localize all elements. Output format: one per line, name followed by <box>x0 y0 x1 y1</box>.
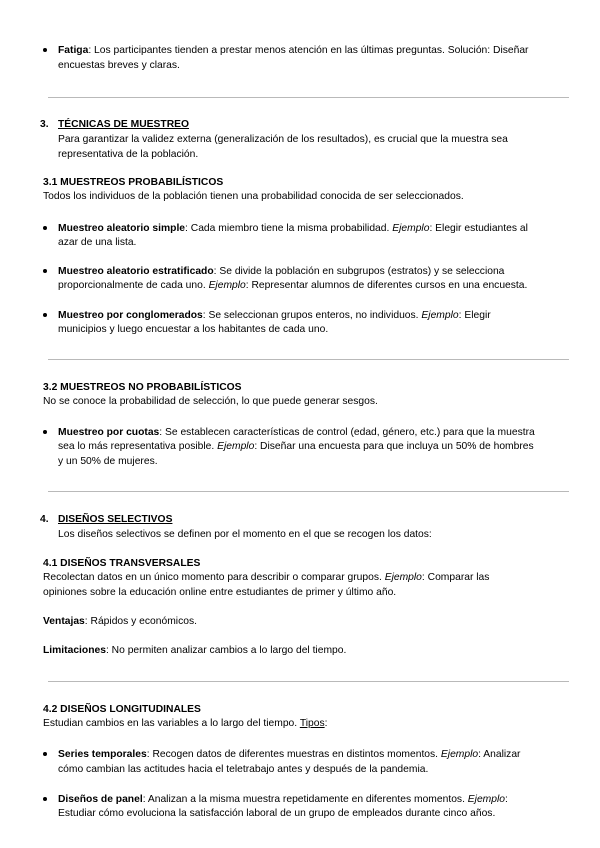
example-label: Ejemplo <box>440 749 479 760</box>
section-3-1-intro: Todos los individuos de la población tienen una probabilidad conocida de ser seleccionados. <box>43 191 464 202</box>
section-3-intro-2: representativa de la población. <box>58 149 199 160</box>
item-panel-line-1 <box>58 792 508 807</box>
section-3-title: TÉCNICAS DE MUESTREO <box>58 119 190 130</box>
section-4-2-text: Estudian cambios en las variables a lo largo del tiempo. <box>43 718 300 729</box>
section-4-intro: Los diseños selectivos se definen por el momento en el que se recogen los datos: <box>58 529 432 540</box>
item-estratificado-line-2 <box>58 278 527 293</box>
ventajas-text: : Rápidos y económicos. <box>84 616 197 627</box>
item-conglomerados-line-2: municipios y luego encuestar a los habitantes de cada uno. <box>58 324 329 335</box>
bullet-dot <box>43 797 47 801</box>
item-cuotas-term: Muestreo por cuotas <box>58 427 160 438</box>
item-conglomerados-line-1 <box>58 308 491 323</box>
section-3-intro-1: Para garantizar la validez externa (generalización de los resultados), es crucial que la muestra sea <box>58 134 508 145</box>
example-label: Ejemplo <box>467 794 505 805</box>
item-simple-line-1 <box>58 221 528 236</box>
item-estratificado-line-1 <box>58 264 504 279</box>
item-cuotas-line-1 <box>58 425 535 440</box>
bullet-dot <box>43 48 47 52</box>
item-series-text: : Recogen datos de diferentes muestras en distintos momentos. <box>146 749 441 760</box>
fatiga-line-1 <box>58 43 529 58</box>
example-label: Ejemplo <box>392 223 430 234</box>
item-conglomerados-text: : Se seleccionan grupos enteros, no individuos. <box>202 310 422 321</box>
item-series-term: Series temporales <box>58 749 147 760</box>
item-estratificado-example: : Representar alumnos de diferentes cursos en una encuesta. <box>245 280 528 291</box>
item-series-line-2: cómo cambian las actitudes hacia el teletrabajo antes y después de la pandemia. <box>58 764 429 775</box>
bullet-dot <box>43 430 47 434</box>
divider <box>48 359 569 360</box>
item-cuotas-line-3: y un 50% de mujeres. <box>58 456 158 467</box>
item-conglomerados-term: Muestreo por conglomerados <box>58 310 203 321</box>
example-label: Ejemplo <box>217 441 255 452</box>
limitaciones-term: Limitaciones <box>43 645 106 656</box>
section-4-1-text: Recolectan datos en un único momento para describir o comparar grupos. <box>43 572 385 583</box>
item-estratificado-text: : Se divide la población en subgrupos (estratos) y se selecciona <box>213 266 505 277</box>
tipos-label: Tipos <box>299 718 325 729</box>
item-series-example: : Analizar <box>478 749 521 760</box>
section-4-number: 4. <box>40 514 49 525</box>
item-simple-example: : Elegir estudiantes al <box>429 223 528 234</box>
section-4-1-title: 4.1 DISEÑOS TRANSVERSALES <box>43 558 201 569</box>
example-label: Ejemplo <box>384 572 422 583</box>
section-4-1-line-2: opiniones sobre la educación online entre estudiantes de primer y último año. <box>43 587 397 598</box>
item-simple-term: Muestreo aleatorio simple <box>58 223 186 234</box>
section-4-2-title: 4.2 DISEÑOS LONGITUDINALES <box>43 704 201 715</box>
divider <box>48 681 569 682</box>
section-3-2-intro: No se conoce la probabilidad de selección, lo que puede generar sesgos. <box>43 396 378 407</box>
section-3-2-title: 3.2 MUESTREOS NO PROBABILÍSTICOS <box>43 382 242 393</box>
bullet-dot <box>43 313 47 317</box>
item-simple-text: : Cada miembro tiene la misma probabilidad. <box>185 223 393 234</box>
item-conglomerados-example: : Elegir <box>458 310 491 321</box>
section-3-1-title: 3.1 MUESTREOS PROBABILÍSTICOS <box>43 177 224 188</box>
item-panel-term: Diseños de panel <box>58 794 143 805</box>
item-panel-colon: : <box>505 794 508 805</box>
item-estratificado-term: Muestreo aleatorio estratificado <box>58 266 214 277</box>
section-4-title: DISEÑOS SELECTIVOS <box>58 514 173 525</box>
divider <box>48 97 569 98</box>
example-label: Ejemplo <box>421 310 459 321</box>
bullet-dot <box>43 226 47 230</box>
item-panel-line-2: Estudiar cómo evoluciona la satisfacción laboral de un grupo de empleados durante cinco años. <box>58 808 496 819</box>
item-cuotas-example: : Diseñar una encuesta para que incluya un 50% de hombres <box>254 441 534 452</box>
limitaciones-text: : No permiten analizar cambios a lo largo del tiempo. <box>105 645 347 656</box>
section-4-1-line-1 <box>43 570 489 585</box>
bullet-dot <box>43 269 47 273</box>
limitaciones-line <box>43 643 346 658</box>
bullet-dot <box>43 752 47 756</box>
section-4-2-intro <box>43 716 327 731</box>
ventajas-line <box>43 614 197 629</box>
item-panel-text: : Analizan a la misma muestra repetidamente en diferentes momentos. <box>142 794 468 805</box>
item-cuotas-text: : Se establecen características de control (edad, género, etc.) para que la muestra <box>159 427 535 438</box>
fatiga-text: : Los participantes tienden a prestar menos atención en las últimas preguntas. Solución: Diseñar <box>88 45 529 56</box>
item-estratificado-text-2: proporcionalmente de cada uno. <box>58 280 209 291</box>
section-4-1-example: : Comparar las <box>421 572 490 583</box>
tipos-colon: : <box>324 718 328 729</box>
example-label: Ejemplo <box>208 280 246 291</box>
section-3-number: 3. <box>40 119 49 130</box>
item-cuotas-line-2 <box>58 439 534 454</box>
fatiga-line-2: encuestas breves y claras. <box>58 60 180 71</box>
fatiga-term: Fatiga <box>58 45 89 56</box>
item-series-line-1 <box>58 747 520 762</box>
divider <box>48 491 569 492</box>
item-cuotas-text-2: sea lo más representativa posible. <box>58 441 218 452</box>
item-simple-line-2: azar de una lista. <box>58 237 137 248</box>
ventajas-term: Ventajas <box>43 616 85 627</box>
